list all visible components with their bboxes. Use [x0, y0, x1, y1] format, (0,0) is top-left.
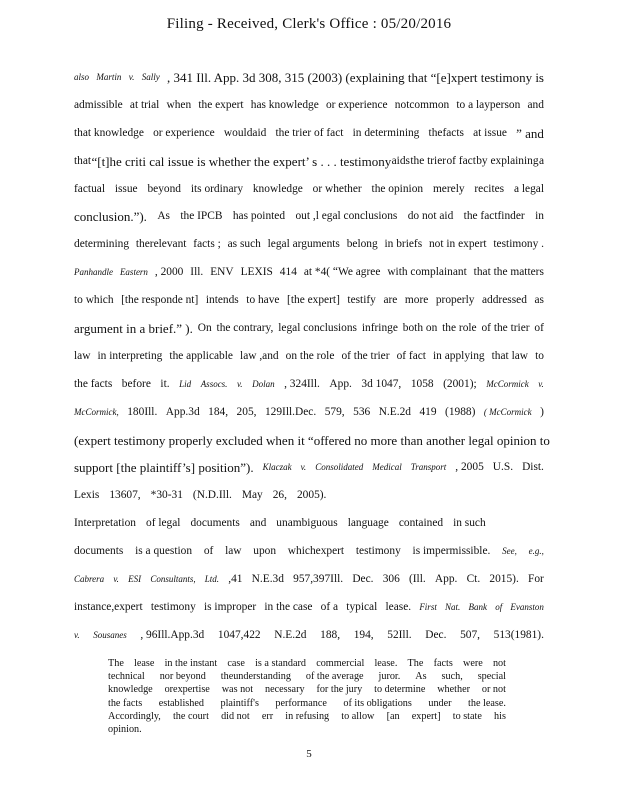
body-word: Sally [141, 72, 160, 82]
body-word: Medical [372, 462, 402, 473]
quote-word: to allow [341, 710, 375, 722]
body-word: App. [434, 573, 458, 586]
body-word: v. [236, 378, 243, 389]
body-word: McCormick, [74, 406, 119, 417]
body-word: Cabrera [74, 574, 105, 585]
body-word: documents [74, 545, 124, 558]
body-word: it. [160, 377, 170, 390]
body-word: the contrary, [216, 322, 274, 335]
body-word: properly [435, 294, 475, 307]
body-word: N.E.3d [251, 573, 284, 586]
body-word: to a layperson [456, 98, 521, 111]
body-word: LEXIS [240, 266, 273, 279]
body-word: 536 [353, 405, 371, 418]
body-word: aids [391, 154, 410, 167]
quote-word: under [428, 697, 452, 709]
body-word: App.3d [165, 405, 200, 418]
body-word: a legal [513, 182, 544, 195]
body-word: Dolan [252, 378, 275, 389]
body-word: when [166, 98, 192, 111]
body-word: typical [346, 600, 378, 613]
body-line [74, 259, 544, 287]
body-line [74, 343, 544, 371]
body-word: notcommon [394, 98, 450, 111]
body-word: ) [540, 405, 544, 418]
quote-word: opinion. [108, 723, 142, 735]
quote-word: lease. [374, 658, 398, 669]
body-word: 579, [324, 405, 345, 418]
body-word: , 324Ill. [284, 377, 320, 390]
quote-word: commercial [316, 658, 365, 669]
body-word: legal conclusions [278, 322, 357, 335]
quote-word: technical [108, 671, 145, 683]
body-word: law ,and [240, 349, 279, 362]
body-word: has pointed [232, 210, 286, 223]
body-word: wouldaid [223, 126, 267, 139]
body-word: do not aid [407, 210, 454, 223]
quote-word: to state [452, 710, 482, 722]
body-word: , 96Ill.App.3d [140, 628, 205, 641]
body-word: See, [502, 546, 517, 557]
body-word: thefacts [428, 126, 464, 139]
body-word: a [538, 154, 544, 167]
body-word: Martin [96, 72, 122, 82]
body-line [74, 371, 544, 399]
body-line [74, 92, 544, 120]
body-line [74, 399, 544, 427]
body-word: support [the plaintiff’s] position”). [74, 460, 254, 476]
quote-word: err [261, 710, 274, 722]
quote-word: [an [386, 710, 400, 722]
body-line [74, 231, 544, 259]
body-word: not in expert [428, 238, 487, 251]
quote-word: the facts [108, 697, 143, 709]
body-word: issue [114, 182, 138, 195]
body-line [74, 566, 544, 594]
body-word: ( McCormick [483, 406, 532, 417]
block-quote [108, 657, 506, 736]
quote-word: juror. [378, 671, 401, 683]
body-word: of fact [446, 154, 476, 167]
body-word: As [157, 210, 170, 223]
quote-word: lease [134, 658, 155, 669]
body-line [74, 538, 544, 566]
body-word: of a [320, 600, 339, 613]
body-line [74, 120, 544, 148]
body-word: “[t]he criti cal issue is whether the expert’ s . . . testimony [91, 153, 392, 169]
body-word: Lid [179, 378, 192, 389]
body-word: testimony . [493, 238, 544, 251]
quote-word: or not [481, 684, 506, 696]
quote-word: was not [221, 684, 254, 696]
quote-word: The [108, 658, 124, 669]
body-word: Dec. [352, 573, 374, 586]
quote-word: of the average [305, 671, 364, 683]
body-word: factual [74, 182, 105, 195]
body-word: testimony [150, 600, 196, 613]
body-word: with complainant [387, 266, 467, 279]
body-word: v. [128, 72, 135, 82]
quote-line [108, 710, 506, 723]
body-word: Nat. [445, 601, 461, 612]
body-word: to [535, 349, 544, 362]
body-word: 2005). [296, 489, 327, 502]
quote-line [108, 657, 506, 670]
body-word: more [404, 294, 429, 307]
body-word: of legal [146, 517, 181, 530]
quote-word: knowledge [108, 684, 153, 696]
body-word: the facts [74, 377, 113, 390]
body-word: Evanston [510, 601, 544, 612]
body-word: *30-31 [150, 489, 183, 502]
body-word: in applying [433, 349, 485, 362]
body-word: Transport [410, 462, 447, 473]
quote-word: special [477, 671, 506, 683]
body-word: 26, [272, 489, 287, 502]
body-word: the opinion [371, 182, 424, 195]
body-word: testimony [355, 545, 401, 558]
body-word: Dist. [522, 461, 544, 474]
body-word: of [534, 322, 544, 335]
body-word: in [535, 210, 544, 223]
body-word: argument in a brief.” ). [74, 321, 193, 337]
quote-word: his [494, 710, 506, 722]
quote-word: Accordingly, [108, 710, 161, 722]
body-word: 2015). [489, 573, 519, 586]
body-word: in such [453, 517, 486, 530]
body-word: in briefs [384, 238, 423, 251]
body-word: therelevant [135, 238, 187, 251]
body-word: or whether [312, 182, 362, 195]
body-word: contained [398, 517, 444, 530]
quote-word: necessary [264, 684, 305, 696]
body-word: Klaczak [262, 462, 292, 473]
body-word: 306 [382, 573, 400, 586]
body-word: addressed [481, 294, 527, 307]
body-word: determining [74, 238, 130, 251]
body-word: ” and [516, 125, 544, 141]
body-word: (N.D.Ill. [192, 489, 232, 502]
body-word: admissible [74, 98, 123, 111]
body-word: (1988) [445, 405, 476, 418]
body-word: lease. [385, 600, 412, 613]
body-line [74, 287, 544, 315]
body-word: Panhandle [74, 267, 113, 278]
body-word: law [225, 545, 242, 558]
body-word: of [203, 545, 214, 558]
quote-word: expert] [411, 710, 441, 722]
body-word: recites [474, 182, 505, 195]
body-word: May [241, 489, 263, 502]
quote-word: the lease. [468, 697, 506, 709]
body-word: , 341 Ill. App. 3d 308, 315 (2003) (explaining that “[e]xpert testimony is [167, 70, 544, 85]
body-word: documents [190, 517, 240, 530]
body-line [74, 64, 544, 92]
body-word: legal arguments [267, 238, 340, 251]
body-word: that the matters [473, 266, 544, 279]
document-body [74, 64, 550, 650]
quote-word: facts [433, 658, 453, 669]
body-word: is a question [135, 545, 193, 558]
body-word: 3d 1047, [361, 377, 402, 390]
body-word: that knowledge [74, 126, 144, 139]
body-word: out ,l egal conclusions [295, 210, 398, 223]
body-word: facts ; [193, 238, 221, 251]
body-word: are [383, 294, 398, 307]
body-word: is improper [203, 600, 257, 613]
quote-line [108, 683, 506, 696]
body-word: 129Ill.Dec. [264, 405, 317, 418]
body-word: On [197, 322, 212, 335]
body-word: of the trier [341, 349, 390, 362]
body-word: 205, [236, 405, 257, 418]
body-word: infringe [361, 322, 398, 335]
body-word: 957,397Ill. [293, 573, 344, 586]
quote-word: such, [441, 671, 463, 683]
body-word: 1047,422 [217, 628, 261, 641]
body-word: , 2005 [455, 461, 484, 474]
body-word: (Ill. [408, 573, 426, 586]
body-word: its ordinary [190, 182, 244, 195]
body-word: or experience [153, 126, 215, 139]
body-word: as [534, 294, 544, 307]
body-word: 414 [279, 266, 297, 279]
body-line [74, 622, 544, 650]
body-word: 1058 [410, 377, 434, 390]
body-word: merely [432, 182, 465, 195]
body-word: belong [346, 238, 378, 251]
body-word: by explaining [476, 154, 539, 167]
body-word: ESI [128, 574, 142, 585]
body-word: 188, [320, 628, 341, 641]
filing-header: Filing - Received, Clerk's Office : 05/20/2016 [166, 16, 452, 32]
quote-word: plaintiff's [220, 697, 259, 709]
body-word: that law [491, 349, 529, 362]
body-word: the expert [198, 98, 244, 111]
body-word: Interpretation [74, 517, 136, 530]
body-word: of [495, 601, 503, 612]
quote-word: As [415, 671, 427, 683]
body-word: of the trier [481, 322, 530, 335]
quote-word: in the instant [164, 658, 218, 669]
body-word: Lexis [74, 489, 100, 502]
body-word: First [419, 601, 437, 612]
body-word: in interpreting [97, 349, 163, 362]
quote-word: performance [275, 697, 327, 709]
body-word: law [74, 349, 91, 362]
body-line [74, 148, 544, 176]
body-word: the factfinder [463, 210, 525, 223]
body-word: the trier [410, 154, 447, 167]
body-word: beyond [147, 182, 181, 195]
body-word: at trial [129, 98, 160, 111]
quote-word: theunderstanding [220, 671, 291, 683]
quote-word: to determine [374, 684, 426, 696]
body-word: before [121, 377, 151, 390]
body-word: 419 [419, 405, 437, 418]
body-word: is impermissible. [412, 545, 491, 558]
body-line [74, 482, 544, 510]
body-word: instance,expert [74, 600, 143, 613]
body-word: Ill. [190, 266, 204, 279]
body-word: testify [347, 294, 376, 307]
body-word: v. [300, 462, 307, 473]
quote-word: the court [172, 710, 209, 722]
quote-word: for the jury [316, 684, 363, 696]
body-word: ENV [210, 266, 234, 279]
body-word: For [528, 573, 544, 586]
body-word: ,41 [228, 573, 243, 586]
body-word: Consolidated [315, 462, 364, 473]
body-word: whichexpert [287, 545, 345, 558]
body-word: in determining [352, 126, 420, 139]
body-word: McCormick [486, 378, 529, 389]
body-word: v. [113, 574, 119, 585]
body-word: Ct. [466, 573, 481, 586]
body-word: Eastern [119, 267, 148, 278]
body-word: (expert testimony properly excluded when it “offered no more than another legal opinion to [74, 432, 550, 448]
quote-word: nor beyond [159, 671, 206, 683]
body-word: and [249, 517, 267, 530]
body-word: Assocs. [200, 378, 228, 389]
body-word: knowledge [252, 182, 303, 195]
page-number: 5 [306, 748, 312, 760]
quote-line [108, 723, 506, 736]
body-word: N.E.2d [378, 405, 411, 418]
body-word: v. [74, 629, 80, 640]
body-word: the applicable [169, 349, 233, 362]
body-word: [the expert] [287, 294, 340, 307]
quote-word: case [227, 658, 245, 669]
body-word: 507, [460, 628, 480, 641]
body-word: Consultants, [150, 574, 196, 585]
body-word: of fact [396, 349, 426, 362]
body-word: 184, [208, 405, 229, 418]
quote-word: orexpertise [164, 684, 210, 696]
body-word: 513(1981). [493, 628, 544, 641]
body-word: or experience [325, 98, 388, 111]
body-word: language [347, 517, 389, 530]
quote-line [108, 697, 506, 710]
body-word: to have [246, 294, 280, 307]
body-word: the IPCB [180, 210, 223, 223]
quote-word: in refusing [285, 710, 330, 722]
body-line [74, 454, 544, 482]
body-word: e.g., [528, 546, 544, 557]
body-word: N.E.2d [274, 628, 307, 641]
quote-word: did not [221, 710, 250, 722]
quote-word: not [492, 658, 506, 669]
body-word: and [527, 98, 544, 111]
quote-word: is a standard [255, 658, 307, 669]
body-word: the trier of fact [275, 126, 344, 139]
quote-word: The [407, 658, 424, 669]
body-word: at issue [473, 126, 507, 139]
body-word: also [74, 72, 90, 82]
body-line [74, 427, 550, 455]
body-word: 194, [353, 628, 374, 641]
body-word: Ltd. [204, 574, 220, 585]
body-line [74, 203, 544, 231]
body-word: as such [227, 238, 261, 251]
body-word: U.S. [492, 461, 514, 474]
body-word: on the role [285, 349, 335, 362]
body-line [74, 594, 544, 622]
body-word: 180Ill. [127, 405, 158, 418]
body-line [74, 315, 544, 343]
quote-line [108, 670, 506, 683]
quote-word: whether [437, 684, 471, 696]
body-word: Bank [468, 601, 487, 612]
body-word: at *4( “We agree [303, 266, 381, 279]
body-word: Sousanes [93, 629, 127, 640]
body-word: Dec. [425, 628, 447, 641]
body-word: 13607, [109, 489, 141, 502]
body-word: v. [538, 378, 544, 389]
body-line [74, 176, 544, 204]
body-word: (2001); [443, 377, 477, 390]
quote-word: were [462, 658, 483, 669]
body-word: both on [402, 322, 438, 335]
body-line [74, 510, 544, 538]
body-word: to which [74, 294, 114, 307]
body-word: conclusion.”). [74, 209, 147, 225]
body-word: in the case [264, 600, 313, 613]
body-word: , 2000 [154, 266, 184, 279]
quote-word: established [158, 697, 204, 709]
body-word: unambiguous [276, 517, 338, 530]
body-word: intends [205, 294, 239, 307]
body-word: has knowledge [250, 98, 319, 111]
quote-word: of its obligations [343, 697, 412, 709]
body-word: [the responde nt] [121, 294, 199, 307]
body-word: upon [253, 545, 277, 558]
body-word: that [74, 154, 92, 167]
body-word: the role [442, 322, 477, 335]
body-word: App. [329, 377, 352, 390]
body-word: 52Ill. [387, 628, 412, 641]
